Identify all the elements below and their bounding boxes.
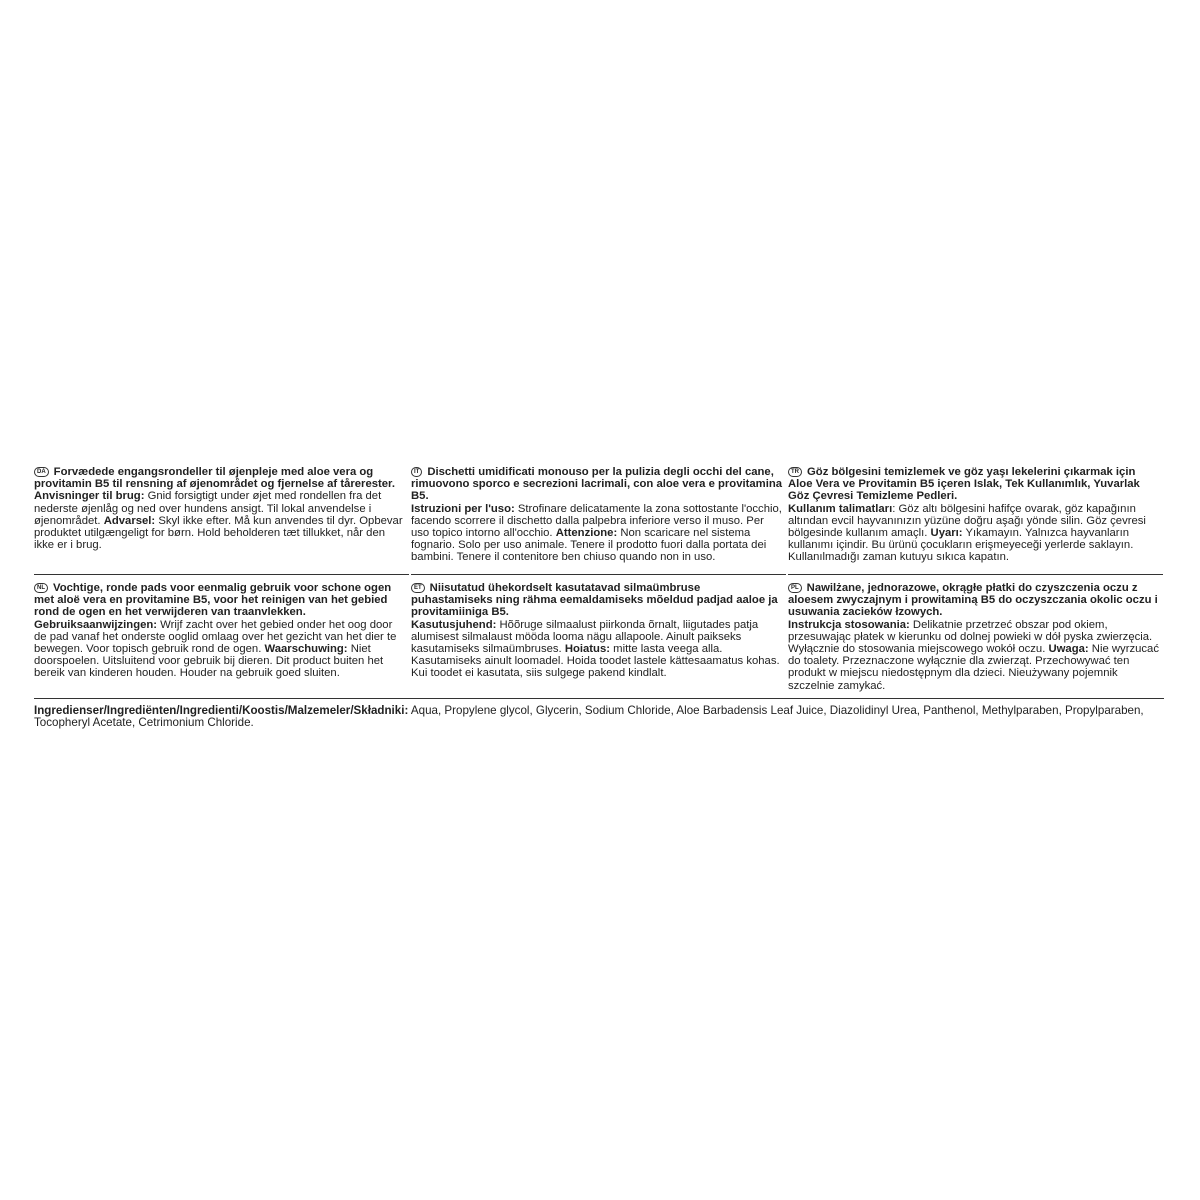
section-title: Vochtige, ronde pads voor eenmalig gebruik voor schone ogen met aloë vera en provitamine B5, voor het reinigen van het gebied rond de ogen en het verwijderen van traanvlekken. xyxy=(34,582,392,619)
directions-text: Wrijf zacht over het gebied onder het oog door de pad vanaf het onderste ooglid omlaag over het gezicht van het dier te bewegen. Voor topisch gebruik rond de ogen. xyxy=(34,618,397,656)
warning-label: Uwaga: xyxy=(1048,643,1089,656)
section-it xyxy=(411,466,786,575)
directions-text: Gnid forsigtigt under øjet med rondellen fra det nederste øjenlåg og ned over hundens ansigt. Til lokal anvendelse i øjenområdet. xyxy=(34,490,382,527)
directions-label: Kasutusjuhend: xyxy=(411,618,497,631)
section-da xyxy=(34,466,409,575)
warning-text: Skyl ikke efter. Må kun anvendes til dyr. Opbevar produktet utilgængeligt for børn. Hold beholderen tæt tillukket, når den ikke er i brug. xyxy=(34,514,403,552)
language-code-badge: ET xyxy=(411,583,425,593)
section-et xyxy=(411,575,786,696)
directions-text: : Göz altı bölgesini hafifçe ovarak, göz kapağının altından evcil hayvanınızın yüzüne doğru aşağı yönde silin. Göz çevresi bölgesinde kullanım amaçlı. xyxy=(788,502,1146,540)
warning-text: Nie wyrzucać do toalety. Przeznaczone wyłącznie dla zwierząt. Przechowywać ten produkt w miejscu niedostępnym dla dzieci. Nieużywany pojemnik szczelnie zamykać. xyxy=(788,643,1159,692)
ingredients-text: Aqua, Propylene glycol, Glycerin, Sodium Chloride, Aloe Barbadensis Leaf Juice, Diazolidinyl Urea, Panthenol, Methylparaben, Propylparaben, Tocopheryl Acetate, Cetrimonium Chloride. xyxy=(34,703,1144,730)
warning-text: Yıkamayın. Yalnızca hayvanların kullanımı içindir. Bu ürünü çocukların erişmeyeceği yerlerde saklayın. Kullanılmadığı zaman kutuyu sıkıca kapatın. xyxy=(788,527,1134,564)
directions-label: Anvisninger til brug: xyxy=(34,490,145,503)
language-grid xyxy=(34,466,1164,696)
warning-label: Uyarı: xyxy=(930,527,963,540)
warning-label: Hoiatus: xyxy=(564,643,611,656)
directions-label: Istruzioni per l'uso: xyxy=(411,502,515,515)
directions-label: Kullanım talimatları xyxy=(788,502,893,515)
language-code-badge: PL xyxy=(788,583,802,593)
directions-label: Instrukcja stosowania: xyxy=(788,618,910,631)
directions-text: Hõõruge silmaalust piirkonda õrnalt, liigutades patja alumisest silmalaust mööda looma nägu allapoole. Ainult paikseks kasutamiseks silmaümbruses. xyxy=(411,618,759,656)
warning-label: Attenzione: xyxy=(555,527,618,540)
directions-text: Strofinare delicatamente la zona sottostante l'occhio, facendo scorrere il dischetto dalla palpebra inferiore verso il muso. Per uso topico intorno all'occhio. xyxy=(411,502,782,540)
section-title: Göz bölgesini temizlemek ve göz yaşı lekelerini çıkarmak için Aloe Vera ve Provitamin B5 içeren Islak, Tek Kullanımlık, Yuvarlak Göz Çevresi Temizleme Pedleri. xyxy=(788,466,1140,503)
language-code-badge: TR xyxy=(788,467,802,477)
directions-text: Delikatnie przetrzeć obszar pod okiem, przesuwając płatek w kierunku od dolnej powieki w dół pyska zwierzęcia. Wyłącznie do stosowania miejscowego wokół oczu. xyxy=(788,618,1153,656)
section-nl xyxy=(34,575,409,696)
product-label xyxy=(34,466,1164,730)
language-code-badge: DA xyxy=(34,467,49,477)
warning-text: mitte lasta veega alla. Kasutamiseks ainult loomadel. Hoida toodet lastele kättesaamatus kohas. Kui toodet ei kasutata, siis sulgege pakend kindlalt. xyxy=(411,643,780,680)
section-tr xyxy=(788,466,1163,575)
ingredients-section xyxy=(34,698,1164,730)
language-code-badge: NL xyxy=(34,583,48,593)
directions-label: Gebruiksaanwijzingen: xyxy=(34,618,158,631)
section-pl xyxy=(788,575,1163,696)
ingredients-label: Ingredienser/Ingrediënten/Ingredienti/Koostis/Malzemeler/Składniki: xyxy=(34,703,409,717)
section-title: Nawilżane, jednorazowe, okrągłe płatki do czyszczenia oczu z aloesem zwyczajnym i prowitaminą B5 do oczyszczania okolic oczu i usuwania zacieków łzowych. xyxy=(788,582,1158,619)
warning-label: Advarsel: xyxy=(103,514,156,527)
warning-label: Waarschuwing: xyxy=(264,643,348,656)
language-code-badge: IT xyxy=(411,467,422,477)
section-title: Dischetti umidificati monouso per la pulizia degli occhi del cane, rimuovono sporco e secrezioni lacrimali, con aloe vera e provitamina B5. xyxy=(411,466,783,503)
warning-text: Non scaricare nel sistema fognario. Solo per uso animale. Tenere il prodotto fuori dalla portata dei bambini. Tenere il contenitore ben chiuso quando non in uso. xyxy=(411,527,767,564)
section-title: Niisutatud ühekordselt kasutatavad silmaümbruse puhastamiseks ning rähma eemaldamiseks mõeldud padjad aaloe ja provitamiiniga B5. xyxy=(411,582,778,619)
section-title: Forvædede engangsrondeller til øjenpleje med aloe vera og provitamin B5 til rensning af øjenområdet og fjernelse af tårerester. xyxy=(34,466,395,491)
warning-text: Niet doorspoelen. Uitsluitend voor gebruik bij dieren. Dit product buiten het bereik van kinderen houden. Houder na gebruik goed sluiten. xyxy=(34,643,384,680)
